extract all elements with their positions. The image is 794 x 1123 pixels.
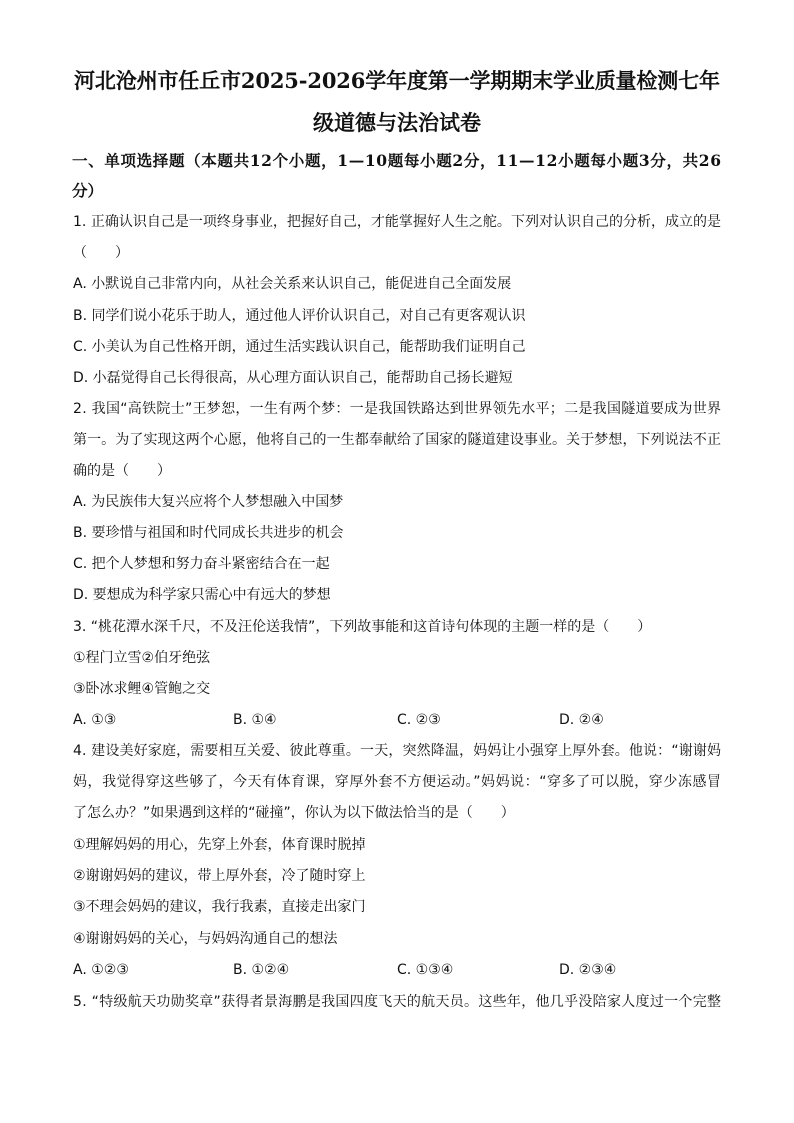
q4-option-c: C. ①③④: [397, 962, 454, 978]
q3-option-c: C. ②③: [397, 712, 441, 728]
q1-option-a: A. 小默说自己非常内向，从社会关系来认识自己，能促进自己全面发展: [73, 276, 512, 292]
q3-item-line1: ①程门立雪②伯牙绝弦: [73, 650, 211, 666]
q4-item-2: ②谢谢妈妈的建议，带上厚外套，冷了随时穿上: [73, 868, 366, 884]
q2-stem-line1: 2. 我国“高铁院士”王梦恕，一生有两个梦：一是我国铁路达到世界领先水平；二是我国隧道要成为世界: [73, 401, 722, 417]
q4-stem-line2: 妈，我觉得穿这些够了，今天有体育课，穿厚外套不方便运动。”妈妈说：“穿多了可以脱，穿少冻感冒: [73, 774, 722, 790]
q2-option-a: A. 为民族伟大复兴应将个人梦想融入中国梦: [73, 494, 344, 510]
q5-stem-line1: 5. “特级航天功勋奖章”获得者景海鹏是我国四度飞天的航天员。这些年，他几乎没陪家人度过一个完整: [73, 994, 722, 1010]
q1-stem-line1: 1. 正确认识自己是一项终身事业，把握好自己，才能掌握好人生之舵。下列对认识自己的分析，成立的是: [73, 214, 721, 230]
exam-title-line2: 级道德与法治试卷: [313, 110, 481, 135]
q1-option-b: B. 同学们说小花乐于助人，通过他人评价认识自己，对自己有更客观认识: [73, 308, 526, 324]
q1-option-c: C. 小美认为自己性格开朗，通过生活实践认识自己，能帮助我们证明自己: [73, 339, 526, 355]
q2-stem-line2: 第一。为了实现这两个心愿，他将自己的一生都奉献给了国家的隧道建设事业。关于梦想，下列说法不正: [73, 432, 722, 448]
q4-stem-line3: 了怎么办？”如果遇到这样的“碰撞”，你认为以下做法恰当的是（ ）: [73, 805, 515, 821]
section-heading-line2: 分）: [72, 181, 104, 200]
q4-item-3: ③不理会妈妈的建议，我行我素，直接走出家门: [73, 899, 366, 915]
q4-item-1: ①理解妈妈的用心，先穿上外套，体育课时脱掉: [73, 837, 366, 853]
q3-option-a: A. ①③: [73, 712, 117, 728]
q4-item-4: ④谢谢妈妈的关心，与妈妈沟通自己的想法: [73, 931, 338, 947]
q4-option-a: A. ①②③: [73, 962, 129, 978]
section-heading-line1: 一、单项选择题（本题共12个小题，1—10题每小题2分，11—12小题每小题3分，共26: [72, 151, 722, 170]
q3-item-line2: ③卧冰求鲤④管鲍之交: [73, 681, 211, 697]
q2-option-b: B. 要珍惜与祖国和时代同成长共进步的机会: [73, 525, 344, 541]
q2-option-d: D. 要想成为科学家只需心中有远大的梦想: [73, 587, 331, 603]
q1-option-d: D. 小磊觉得自己长得很高，从心理方面认识自己，能帮助自己扬长避短: [73, 370, 513, 386]
q4-option-b: B. ①②④: [233, 962, 290, 978]
q2-option-c: C. 把个人梦想和努力奋斗紧密结合在一起: [73, 556, 330, 572]
q3-option-b: B. ①④: [233, 712, 277, 728]
exam-title-line1: 河北沧州市任丘市2025-2026学年度第一学期期末学业质量检测七年: [74, 68, 720, 93]
q3-stem-line1: 3. “桃花潭水深千尺，不及汪伦送我情”，下列故事能和这首诗句体现的主题一样的是（ ）: [73, 619, 652, 635]
q4-stem-line1: 4. 建设美好家庭，需要相互关爱、彼此尊重。一天，突然降温，妈妈让小强穿上厚外套。他说：“谢谢妈: [73, 743, 722, 759]
q4-option-d: D. ②③④: [559, 962, 617, 978]
q2-stem-line3: 确的是（ ）: [73, 463, 171, 479]
q1-stem-line2: （ ）: [73, 245, 129, 261]
q3-option-d: D. ②④: [559, 712, 604, 728]
